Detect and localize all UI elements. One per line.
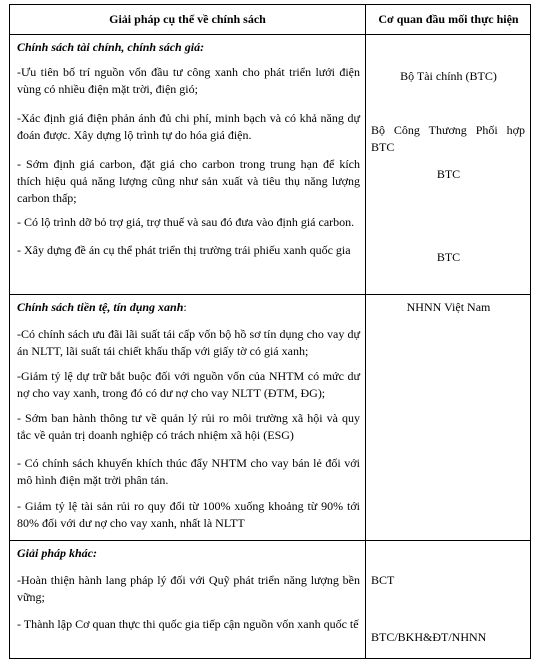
- agency-label: BTC/BKH&ĐT/NHNN: [371, 630, 487, 644]
- agency-label: BTC: [436, 167, 461, 181]
- row-divider-2: [10, 540, 530, 541]
- agency-label: NHNN Việt Nam: [406, 300, 491, 314]
- section-title-monetary: Chính sách tiền tệ, tín dụng xanh:: [17, 300, 187, 314]
- row-divider-1: [10, 294, 530, 295]
- list-item: - Xây dựng đề án cụ thể phát triển thị trường trái phiếu xanh quốc gia: [17, 243, 351, 257]
- agency-label: BCT: [371, 573, 395, 587]
- section-title-other: Giải pháp khác:: [17, 546, 98, 560]
- list-item: - Có chính sách khuyến khích thúc đẩy NHTM cho vay bán lẻ đối với mô hình điện mặt trời phân tán.: [17, 456, 360, 487]
- list-item: -Xác định giá điện phản ánh đủ chi phí, minh bạch và có khả năng dự đoán được. Xây dựng lộ trình tự do hóa giá điện.: [17, 111, 360, 142]
- header-agency: Cơ quan đầu mối thực hiện: [378, 12, 519, 26]
- header-divider: [10, 34, 530, 35]
- agency-label: Bộ Công Thương Phối hợp BTC: [371, 123, 525, 154]
- agency-label: Bộ Tài chính (BTC): [400, 69, 497, 83]
- policy-table: [9, 4, 531, 659]
- list-item: -Có chính sách ưu đãi lãi suất tái cấp vốn bộ hồ sơ tín dụng cho vay dự án NLTT, lãi suất tái chiết khấu thấp với giấy tờ có giá xanh;: [17, 327, 360, 358]
- header-policy: Giải pháp cụ thể về chính sách: [109, 12, 266, 26]
- list-item: - Thành lập Cơ quan thực thi quốc gia tiếp cận nguồn vốn xanh quốc tế: [17, 617, 359, 631]
- list-item: - Sớm định giá carbon, đặt giá cho carbon trong trung hạn để kích thích hiệu quả năng lượng cũng như sản xuất và tiêu thụ năng lượng carbon thấp;: [17, 157, 360, 205]
- list-item: -Ưu tiên bố trí nguồn vốn đầu tư công xanh cho phát triển lưới điện vùng có nhiều điện mặt trời, điện gió;: [17, 65, 360, 96]
- list-item: - Có lộ trình dỡ bỏ trợ giá, trợ thuế và sau đó đưa vào định giá carbon.: [17, 215, 355, 229]
- list-item: -Giảm tỷ lệ dự trữ bắt buộc đối với nguồn vốn của NHTM có mức dư nợ cho vay xanh, trong đó có dư nợ cho vay NLTT (ĐTM, ĐG);: [17, 369, 360, 400]
- list-item: - Giảm tỷ lệ tài sản rủi ro quy đổi từ 100% xuống khoảng từ 90% tới 80% đối với dư nợ cho vay xanh, nhất là NLTT: [17, 499, 360, 530]
- agency-label: BTC: [436, 250, 461, 264]
- section-title-finance: Chính sách tài chính, chính sách giá:: [17, 40, 205, 54]
- column-divider: [365, 5, 366, 658]
- list-item: -Hoàn thiện hành lang pháp lý đối với Quỹ phát triển năng lượng bền vững;: [17, 573, 360, 604]
- list-item: - Sớm ban hành thông tư về quản lý rủi ro môi trường xã hội và quy tắc về quản trị doanh nghiệp có trách nhiệm xã hội (ESG): [17, 411, 360, 442]
